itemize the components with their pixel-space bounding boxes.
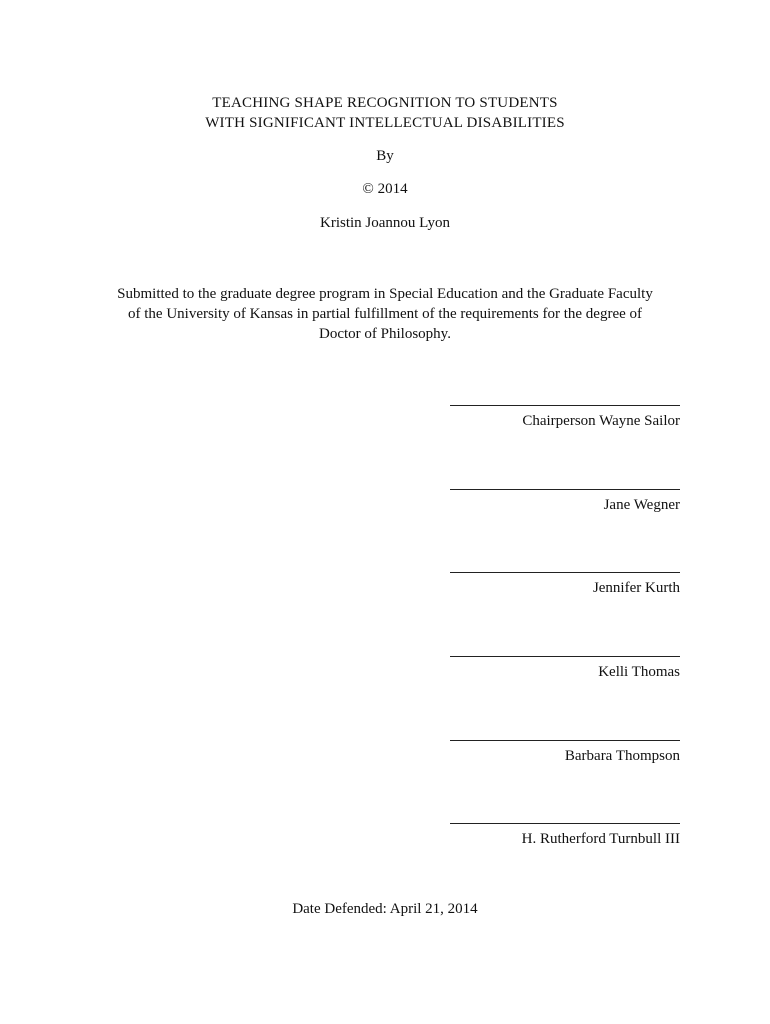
by-label: By [376,148,394,164]
committee-member-name: Jane Wegner [603,497,680,513]
committee-member-name: Jennifer Kurth [592,580,680,596]
signature-line [450,740,680,741]
signature-block [450,489,680,514]
title-line-1: TEACHING SHAPE RECOGNITION TO STUDENTS [212,95,558,111]
submission-line-1: Submitted to the graduate degree program in Special Education and the Graduate Faculty [117,286,653,302]
signature-block [450,656,680,681]
signature-block [450,823,680,848]
signature-block [450,740,680,765]
committee-member-name: Chairperson Wayne Sailor [522,413,680,429]
signature-block [450,572,680,597]
author-name: Kristin Joannou Lyon [320,215,450,231]
committee-member-name: Barbara Thompson [564,748,680,764]
committee-member-name: H. Rutherford Turnbull III [521,831,680,847]
signature-block [450,405,680,430]
signature-line [450,656,680,657]
submission-line-3: Doctor of Philosophy. [319,326,451,342]
date-defended: Date Defended: April 21, 2014 [292,901,478,917]
signature-line [450,572,680,573]
submission-statement [90,284,680,344]
signature-line [450,489,680,490]
dissertation-title [0,93,770,133]
title-line-2: WITH SIGNIFICANT INTELLECTUAL DISABILITIES [205,115,565,131]
signature-line [450,405,680,406]
copyright-notice: © 2014 [362,181,408,197]
submission-line-2: of the University of Kansas in partial fulfillment of the requirements for the degree of [128,306,642,322]
committee-member-name: Kelli Thomas [598,664,680,680]
signature-line [450,823,680,824]
